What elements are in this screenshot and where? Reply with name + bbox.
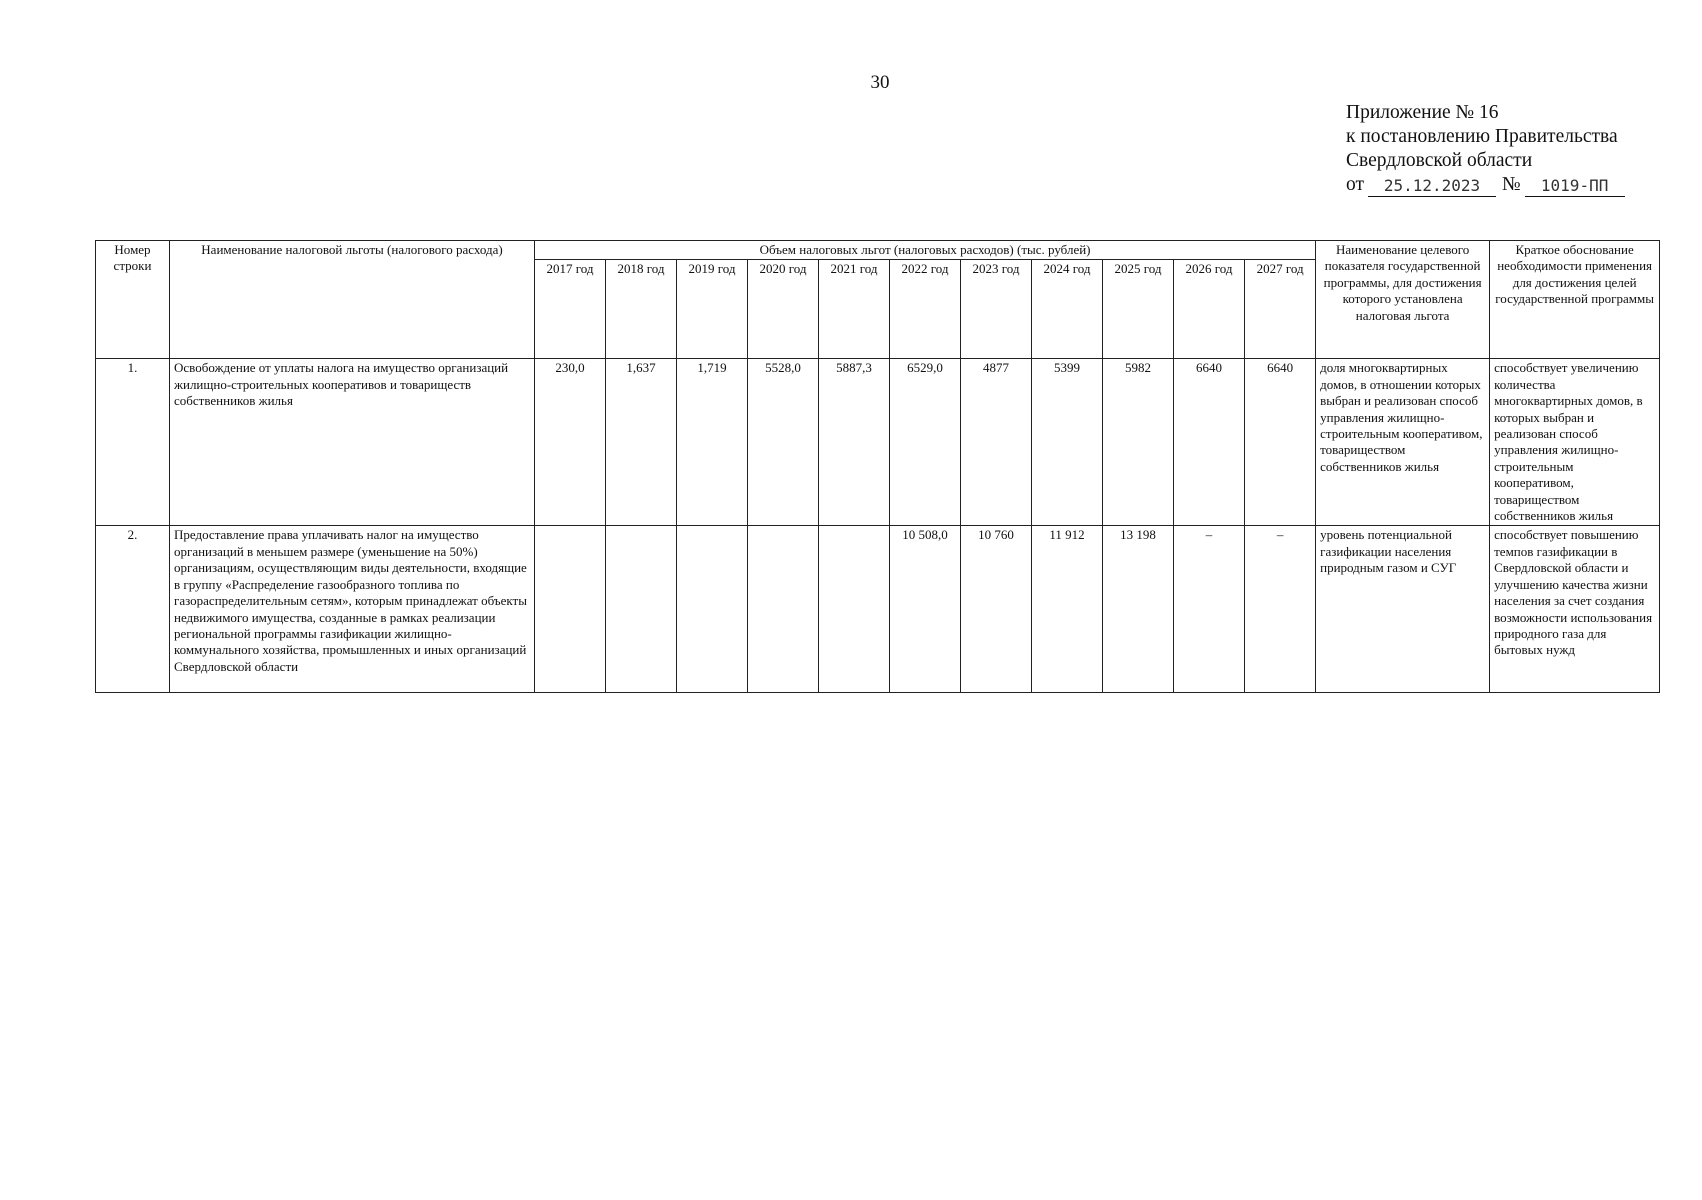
header-year: 2025 год — [1103, 260, 1174, 359]
header-row-number: Номер строки — [96, 241, 170, 359]
number-prefix: № — [1502, 174, 1521, 195]
year-value — [606, 526, 677, 693]
year-value: 4877 — [961, 359, 1032, 526]
header-year: 2020 год — [748, 260, 819, 359]
table-row — [96, 526, 1660, 693]
year-value: 11 912 — [1032, 526, 1103, 693]
year-value — [677, 526, 748, 693]
header-year: 2023 год — [961, 260, 1032, 359]
benefit-name: Предоставление права уплачивать налог на имущество организаций в меньшем размере (уменьшение на 50%) организациям, осуществляющим виды деятельности, входящие в группу «Распределение газообразного топлива по газораспределительным сетям», которым принадлежат объекты недвижимого имущества, созданные в рамках реализации региональной программы газификации жилищно-коммунального хозяйства, промышленных и иных организаций Свердловской области — [170, 526, 535, 693]
row-number: 1. — [96, 359, 170, 526]
target-indicator: доля многоквартирных домов, в отношении которых выбран и реализован способ управления жилищно-строительным кооперативом, товариществом собственников жилья — [1316, 359, 1490, 526]
page-number: 30 — [870, 72, 890, 93]
tax-benefits-table — [95, 240, 1660, 693]
header-indicator: Наименование целевого показателя государственной программы, для достижения которого установлена налоговая льгота — [1316, 241, 1490, 359]
year-value: 1,637 — [606, 359, 677, 526]
year-value: 5982 — [1103, 359, 1174, 526]
benefit-name: Освобождение от уплаты налога на имущество организаций жилищно-строительных кооперативов и товариществ собственников жилья — [170, 359, 535, 526]
year-value: 5399 — [1032, 359, 1103, 526]
header-year: 2026 год — [1174, 260, 1245, 359]
year-value: 6529,0 — [890, 359, 961, 526]
header-year: 2024 год — [1032, 260, 1103, 359]
header-year: 2019 год — [677, 260, 748, 359]
appendix-date-line — [1346, 173, 1625, 197]
year-value: 1,719 — [677, 359, 748, 526]
row-number: 2. — [96, 526, 170, 693]
year-value: 5528,0 — [748, 359, 819, 526]
appendix-region: Свердловской области — [1346, 150, 1533, 171]
table-row — [96, 359, 1660, 526]
resolution-number: 1019-ПП — [1525, 176, 1625, 197]
year-value — [819, 526, 890, 693]
header-justification: Краткое обоснование необходимости применения для достижения целей государственной программы — [1490, 241, 1660, 359]
year-value: 230,0 — [535, 359, 606, 526]
table-header-row — [96, 241, 1660, 260]
year-value — [748, 526, 819, 693]
header-year: 2027 год — [1245, 260, 1316, 359]
date-prefix: от — [1346, 174, 1365, 195]
year-value: – — [1174, 526, 1245, 693]
year-value: 13 198 — [1103, 526, 1174, 693]
year-value — [535, 526, 606, 693]
year-value: 10 760 — [961, 526, 1032, 693]
justification: способствует повышению темпов газификации в Свердловской области и улучшению качества жизни населения за счет создания возможности использования природного газа для бытовых нужд — [1490, 526, 1660, 693]
resolution-date: 25.12.2023 — [1368, 176, 1496, 197]
header-volume: Объем налоговых льгот (налоговых расходов) (тыс. рублей) — [535, 241, 1316, 260]
year-value: – — [1245, 526, 1316, 693]
header-year: 2021 год — [819, 260, 890, 359]
year-value: 10 508,0 — [890, 526, 961, 693]
header-year: 2017 год — [535, 260, 606, 359]
header-year: 2022 год — [890, 260, 961, 359]
justification: способствует увеличению количества многоквартирных домов, в которых выбран и реализован способ управления жилищно-строительным кооперативом, товариществом собственников жилья — [1490, 359, 1660, 526]
year-value: 5887,3 — [819, 359, 890, 526]
year-value: 6640 — [1245, 359, 1316, 526]
year-value: 6640 — [1174, 359, 1245, 526]
target-indicator: уровень потенциальной газификации населения природным газом и СУГ — [1316, 526, 1490, 693]
header-benefit-name: Наименование налоговой льготы (налогового расхода) — [170, 241, 535, 359]
appendix-title: Приложение № 16 — [1346, 102, 1499, 123]
header-year: 2018 год — [606, 260, 677, 359]
appendix-resolution: к постановлению Правительства — [1346, 126, 1618, 147]
appendix-heading — [1346, 101, 1625, 197]
